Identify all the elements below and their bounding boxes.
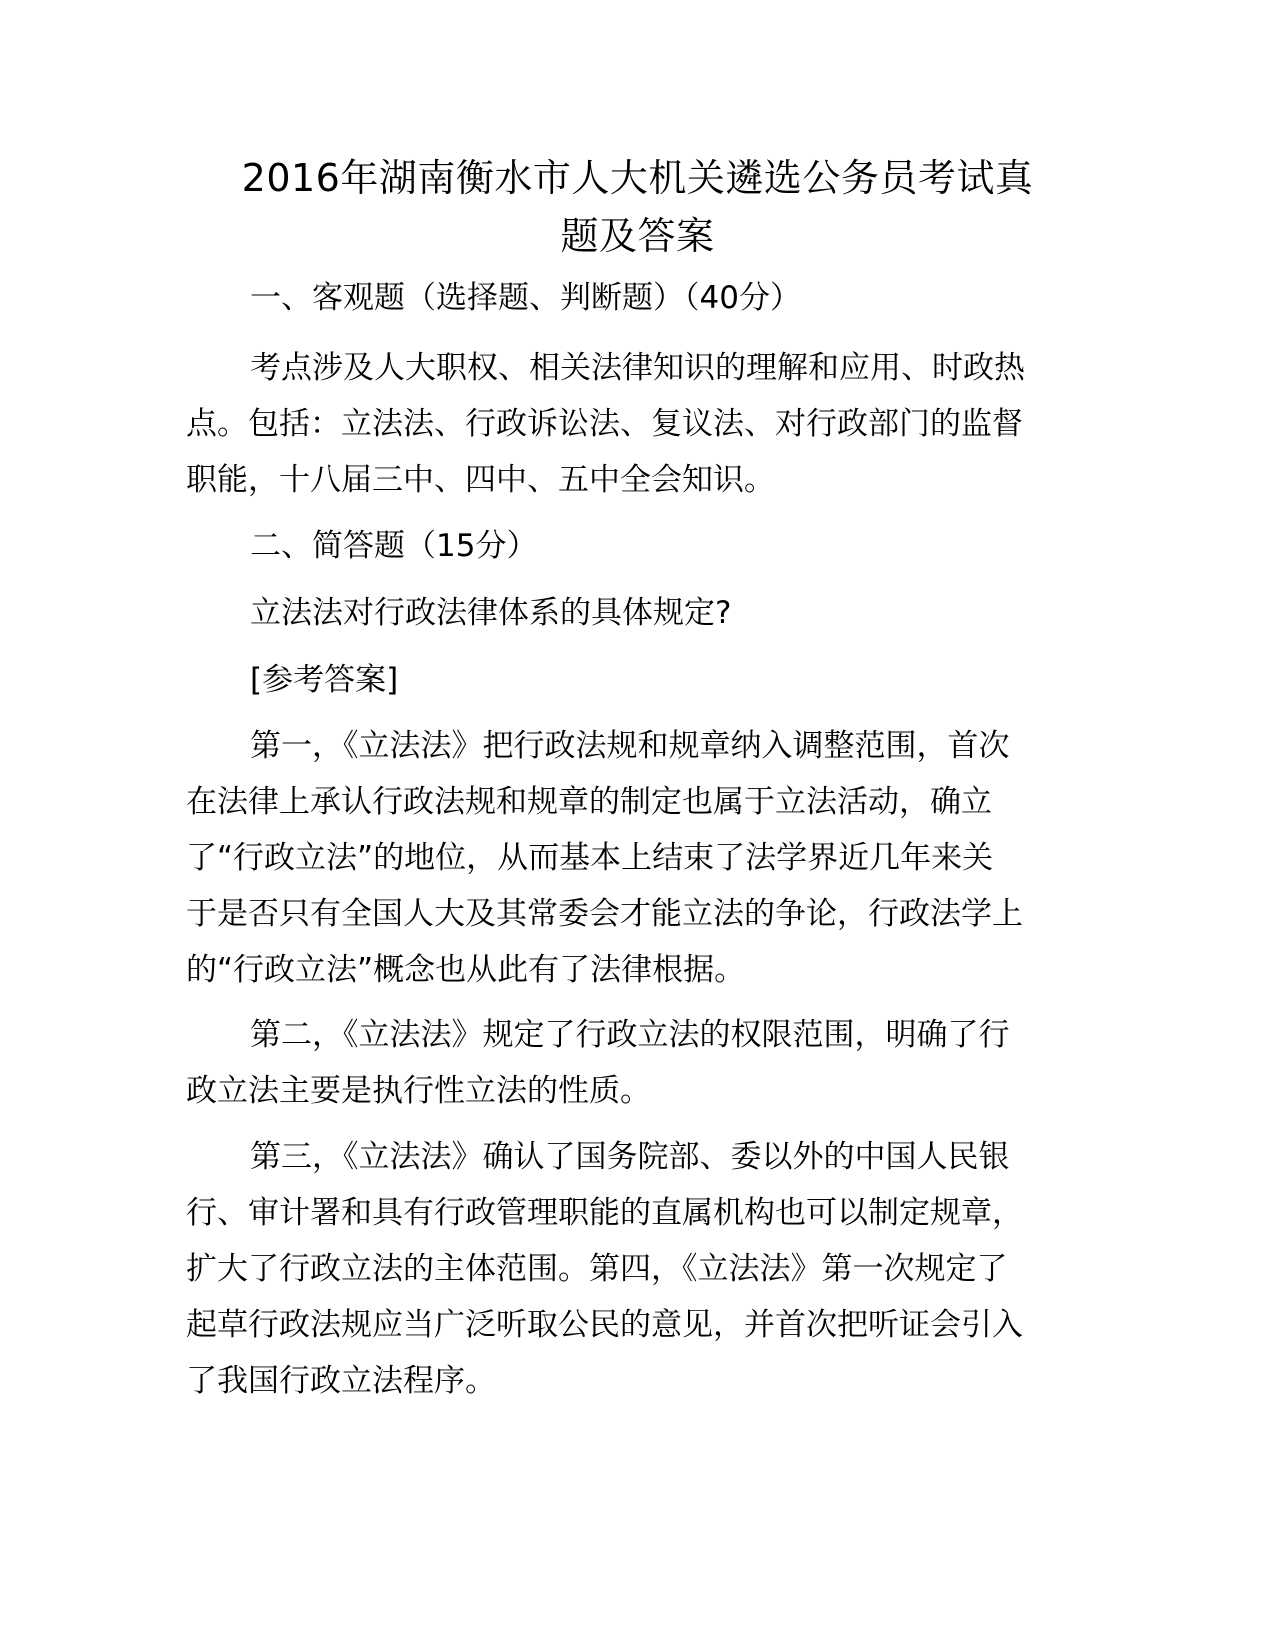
answer-para-3-line-2: 行、审计署和具有行政管理职能的直属机构也可以制定规章， [186, 1195, 1023, 1231]
answer-para-1-line-5: 的“行政立法”概念也从此有了法律根据。 [186, 952, 746, 988]
answer-para-3-line-5: 了我国行政立法程序。 [186, 1363, 496, 1399]
answer-label: [参考答案] [250, 662, 399, 698]
answer-para-1-line-1: 第一，《立法法》把行政法规和规章纳入调整范围，首次 [250, 728, 1010, 764]
answer-para-1-line-2: 在法律上承认行政法规和规章的制定也属于立法活动，确立 [186, 784, 992, 820]
section-2-heading: 二、简答题（15分） [250, 528, 538, 564]
section-1-heading: 一、客观题（选择题、判断题）（40分） [250, 280, 801, 316]
answer-para-1-line-3: 了“行政立法”的地位，从而基本上结束了法学界近几年来关 [186, 840, 994, 876]
section-1-text-line-1: 考点涉及人大职权、相关法律知识的理解和应用、时政热 [250, 350, 1025, 386]
answer-para-2-line-2: 政立法主要是执行性立法的性质。 [186, 1073, 651, 1109]
answer-para-3-line-1: 第三，《立法法》确认了国务院部、委以外的中国人民银 [250, 1139, 1010, 1175]
document-title-line-1: 2016年湖南衡水市人大机关遴选公务员考试真 [241, 156, 1034, 200]
answer-para-1-line-4: 于是否只有全国人大及其常委会才能立法的争论，行政法学上 [186, 896, 1023, 932]
answer-para-2-line-1: 第二，《立法法》规定了行政立法的权限范围，明确了行 [250, 1017, 1010, 1053]
document-title-line-2: 题及答案 [560, 214, 715, 258]
section-1-text-line-3: 职能，十八届三中、四中、五中全会知识。 [186, 462, 775, 498]
answer-para-3-line-3: 扩大了行政立法的主体范围。第四，《立法法》第一次规定了 [186, 1251, 1008, 1287]
question-text: 立法法对行政法律体系的具体规定? [250, 595, 732, 631]
answer-para-3-line-4: 起草行政法规应当广泛听取公民的意见，并首次把听证会引入 [186, 1307, 1023, 1343]
section-1-text-line-2: 点。包括：立法法、行政诉讼法、复议法、对行政部门的监督 [186, 406, 1023, 442]
